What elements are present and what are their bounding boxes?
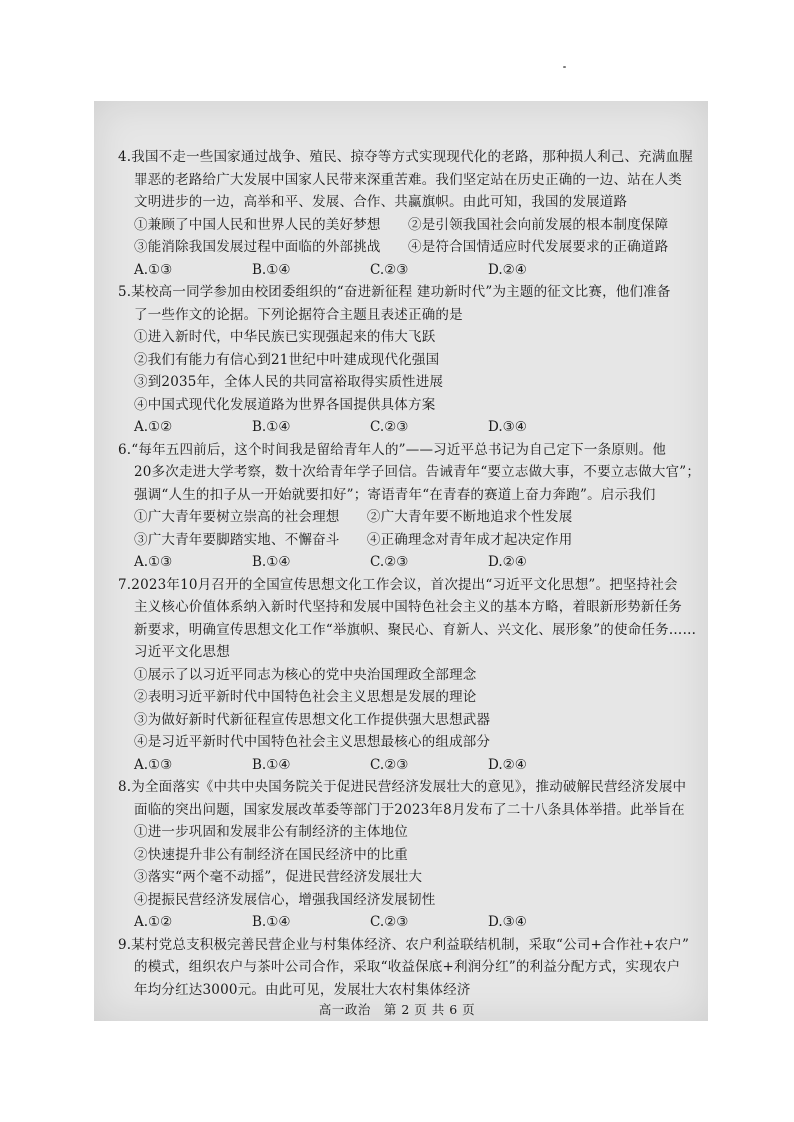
answer-options — [118, 551, 684, 574]
question-line: ②我们有能力有信心到21世纪中叶建成现代化强国 — [134, 351, 440, 368]
question-line: ①进一步巩固和发展非公有制经济的主体地位 — [134, 824, 408, 840]
answer-option: C.②③ — [370, 914, 409, 930]
answer-option: C.②③ — [370, 261, 409, 278]
question-stem: 7.2023年10月召开的全国宣传思想文化工作会议，首次提出“习近平文化思想”。把坚持社会 — [118, 576, 678, 593]
answer-option: B.①④ — [252, 756, 291, 773]
question-line: 主义核心价值体系纳入新时代坚持和发展中国特色社会主义的基本方略，着眼新形势新任务 — [134, 599, 682, 615]
question-line: ①兼顾了中国人民和世界人民的美好梦想 ②是引领我国社会向前发展的根本制度保障 — [134, 216, 669, 233]
answer-option: D.③④ — [488, 419, 527, 435]
answer-option: C.②③ — [370, 554, 409, 570]
question-line: 面临的突出问题，国家发展改革委等部门于2023年8月发布了二十八条具体举措。此举旨在 — [134, 801, 685, 818]
question-list — [118, 146, 701, 1001]
answer-option: B.①④ — [252, 261, 291, 278]
answer-option: C.②③ — [370, 419, 409, 435]
answer-option: B.①④ — [252, 914, 291, 930]
question-5 — [118, 281, 684, 439]
answer-option: C.②③ — [370, 756, 409, 773]
question-line: 强调“人生的扣子从一开始就要扣好”；寄语青年“在青春的赛道上奋力奔跑”。启示我们 — [134, 486, 656, 503]
question-stem: 8.为全面落实《中共中央国务院关于促进民营经济发展壮大的意见》，推动破解民营经济发展中 — [118, 779, 687, 795]
question-7 — [118, 574, 697, 777]
question-line: 新要求，明确宣传思想文化工作“举旗帜、聚民心、育新人、兴文化、展形象”的使命任务…… — [134, 621, 697, 638]
answer-options — [118, 911, 684, 934]
question-9 — [118, 934, 690, 1002]
question-line: 年均分红达3000元。由此可见，发展壮大农村集体经济 — [134, 981, 471, 998]
question-line: ③到2035年，全体人民的共同富裕取得实质性进展 — [134, 374, 444, 390]
question-8 — [118, 776, 687, 934]
question-line: 的模式，组织农户与茶叶公司合作，采取“收益保底+利润分红”的利益分配方式，实现农户 — [134, 959, 681, 975]
question-line: 20多次走进大学考察，数十次给青年学子回信。告诫青年“要立志做大事，不要立志做大官”； — [134, 464, 701, 480]
answer-option: A.①③ — [134, 756, 173, 773]
question-stem: 4.我国不走一些国家通过战争、殖民、掠夺等方式实现现代化的老路，那种损人利己、充满血腥 — [118, 149, 693, 165]
dust-speck — [563, 66, 566, 68]
question-line: 了一些作文的论据。下列论据符合主题且表述正确的是 — [134, 306, 463, 323]
question-line: 习近平文化思想 — [134, 644, 230, 660]
question-6 — [118, 439, 701, 574]
question-line: ③落实“两个毫不动摇”，促进民营经济发展壮大 — [134, 869, 423, 885]
answer-options — [118, 416, 684, 439]
answer-option: D.③④ — [488, 914, 527, 930]
answer-options — [118, 754, 684, 777]
answer-option: B.①④ — [252, 419, 291, 435]
answer-option: A.①③ — [134, 554, 173, 570]
question-line: ④提振民营经济发展信心，增强我国经济发展韧性 — [134, 891, 436, 908]
answer-option: D.②④ — [488, 554, 527, 570]
question-line: ④中国式现代化发展道路为世界各国提供具体方案 — [134, 396, 436, 413]
answer-option: B.①④ — [252, 554, 291, 570]
question-4 — [118, 146, 693, 281]
question-line: ①广大青年要树立崇高的社会理想 ②广大青年要不断地追求个性发展 — [134, 509, 573, 525]
question-line: ②快速提升非公有制经济在国民经济中的比重 — [134, 846, 408, 863]
question-stem: 9.某村党总支积极完善民营企业与村集体经济、农户利益联结机制，采取“公司+合作社+农户” — [118, 936, 690, 953]
question-line: ④是习近平新时代中国特色社会主义思想最核心的组成部分 — [134, 734, 491, 750]
question-stem: 5.某校高一同学参加由校团委组织的“奋进新征程 建功新时代”为主题的征文比赛，他们准备 — [118, 284, 671, 300]
question-line: ③为做好新时代新征程宣传思想文化工作提供强大思想武器 — [134, 711, 491, 728]
page-footer: 高一政治 第 2 页 共 6 页 — [318, 1002, 476, 1017]
question-line: 文明进步的一边，高举和平、发展、合作、共赢旗帜。由此可知，我国的发展道路 — [134, 194, 628, 210]
answer-option: D.②④ — [488, 261, 527, 278]
answer-option: A.①② — [134, 914, 173, 930]
question-line: ③能消除我国发展过程中面临的外部挑战 ④是符合国情适应时代发展要求的正确道路 — [134, 239, 669, 255]
answer-option: A.①③ — [134, 261, 173, 278]
question-line: ③广大青年要脚踏实地、不懈奋斗 ④正确理念对青年成才起决定作用 — [134, 531, 573, 548]
question-line: ①进入新时代，中华民族已实现强起来的伟大飞跃 — [134, 329, 436, 345]
answer-option: D.②④ — [488, 756, 527, 773]
question-line: ①展示了以习近平同志为核心的党中央治国理政全部理念 — [134, 666, 477, 683]
question-stem: 6.“每年五四前后，这个时间我是留给青年人的”——习近平总书记为自己定下一条原则。他 — [118, 441, 667, 458]
answer-options — [118, 259, 684, 282]
question-line: ②表明习近平新时代中国特色社会主义思想是发展的理论 — [134, 689, 477, 705]
answer-option: A.①② — [134, 419, 173, 435]
question-line: 罪恶的老路给广大发展中国家人民带来深重苦难。我们坚定站在历史正确的一边、站在人类 — [134, 171, 682, 188]
